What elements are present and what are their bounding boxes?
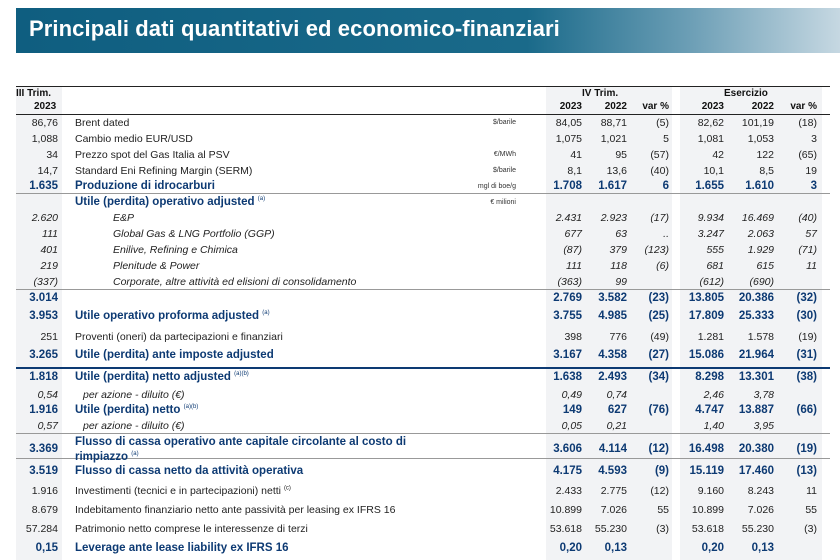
cell-q: 1.635 bbox=[29, 180, 58, 192]
cell-es-2023: (612) bbox=[699, 276, 724, 288]
cell-iv-2022: 88,71 bbox=[600, 117, 627, 129]
cell-es-2023: 0,20 bbox=[701, 542, 724, 554]
cell-iv-2023: 0,20 bbox=[559, 542, 582, 554]
cell-q: 111 bbox=[42, 228, 58, 240]
cell-es-var: 11 bbox=[806, 485, 817, 497]
cell-es-var: 3 bbox=[810, 180, 817, 192]
cell-es-var: (3) bbox=[804, 523, 817, 535]
cell-iv-2023: 149 bbox=[562, 404, 582, 416]
row-label: Standard Eni Refining Margin (SERM) bbox=[75, 165, 253, 177]
cell-es-2023: 1.281 bbox=[697, 331, 724, 343]
cell-es-var: (65) bbox=[798, 149, 817, 161]
cell-iv-2022: 0,21 bbox=[606, 420, 627, 432]
cell-es-2022: 7.026 bbox=[747, 504, 774, 516]
cell-es-2022: 0,13 bbox=[751, 542, 774, 554]
cell-iv-var: (34) bbox=[648, 371, 669, 383]
cell-q: 3.519 bbox=[29, 465, 58, 477]
cell-iv-2023: 53.618 bbox=[549, 523, 582, 535]
cell-iv-var: (17) bbox=[650, 212, 669, 224]
cell-q: 3.369 bbox=[29, 443, 58, 455]
cell-iv-var: (57) bbox=[650, 149, 669, 161]
cell-iv-2023: 1.638 bbox=[553, 371, 582, 383]
cell-es-2023: 42 bbox=[712, 149, 724, 161]
header-iv-var: var % bbox=[642, 101, 669, 112]
cell-iv-2022: 2.775 bbox=[600, 485, 627, 497]
header-es-2022: 2022 bbox=[751, 101, 774, 112]
row-unit: €/MWh bbox=[493, 151, 516, 158]
cell-es-var: 57 bbox=[805, 228, 817, 240]
cell-es-var: 19 bbox=[805, 165, 817, 177]
cell-iv-2022: 1.617 bbox=[598, 180, 627, 192]
cell-es-2022: 122 bbox=[756, 149, 774, 161]
rule-header bbox=[16, 114, 830, 115]
cell-iv-var: (3) bbox=[656, 523, 669, 535]
cell-iv-var: (76) bbox=[648, 404, 669, 416]
cell-es-var: 3 bbox=[811, 133, 817, 145]
row-label: Plenitude & Power bbox=[113, 260, 200, 272]
header-es-2023: 2023 bbox=[701, 101, 724, 112]
cell-iv-2022: 55.230 bbox=[594, 523, 627, 535]
cell-iv-2022: 7.026 bbox=[600, 504, 627, 516]
cell-iv-2023: 3.167 bbox=[553, 349, 582, 361]
cell-es-2022: 615 bbox=[756, 260, 774, 272]
cell-es-2023: 15.119 bbox=[689, 465, 724, 477]
cell-es-2022: 20.386 bbox=[738, 292, 774, 304]
cell-es-2022: 13.887 bbox=[738, 404, 774, 416]
cell-es-2023: 4.747 bbox=[695, 404, 724, 416]
cell-es-2023: 1.655 bbox=[695, 180, 724, 192]
row-label: Prezzo spot del Gas Italia al PSV bbox=[75, 149, 230, 161]
cell-es-2022: 1,053 bbox=[747, 133, 774, 145]
cell-iv-2022: 95 bbox=[615, 149, 627, 161]
row-label: Utile (perdita) netto $^{(a)(b)}$ bbox=[75, 404, 199, 416]
header-group-iv: IV Trim. bbox=[582, 88, 619, 99]
header-iv-2023: 2023 bbox=[559, 101, 582, 112]
cell-es-2023: 3.247 bbox=[697, 228, 724, 240]
cell-iv-2022: 63 bbox=[615, 228, 627, 240]
cell-es-var: (19) bbox=[796, 443, 817, 455]
cell-q: (337) bbox=[33, 276, 58, 288]
cell-es-2023: 82,62 bbox=[697, 117, 724, 129]
cell-q: 1.916 bbox=[31, 485, 58, 497]
row-label: Proventi (oneri) da partecipazioni e finanziari bbox=[75, 331, 283, 343]
row-label: Enilive, Refining e Chimica bbox=[113, 244, 238, 256]
cell-iv-2023: 1,075 bbox=[555, 133, 582, 145]
cell-q: 34 bbox=[46, 149, 58, 161]
cell-iv-var: (23) bbox=[648, 292, 669, 304]
cell-es-2023: 17.809 bbox=[688, 310, 724, 322]
cell-iv-var: (6) bbox=[656, 260, 669, 272]
title-banner bbox=[16, 8, 840, 53]
cell-iv-var: 5 bbox=[663, 133, 669, 145]
cell-iv-2023: 41 bbox=[570, 149, 582, 161]
cell-iv-2022: 118 bbox=[610, 260, 627, 272]
cell-es-var: (18) bbox=[798, 117, 817, 129]
row-label: Utile (perdita) operativo adjusted $^{(a)}$ bbox=[75, 196, 266, 208]
cell-iv-2023: 84,05 bbox=[555, 117, 582, 129]
cell-q: 0,54 bbox=[37, 389, 58, 401]
cell-es-var: (13) bbox=[796, 465, 817, 477]
cell-iv-2023: (87) bbox=[563, 244, 582, 256]
cell-es-var: (66) bbox=[796, 404, 817, 416]
cell-es-2023: 1,081 bbox=[697, 133, 724, 145]
row-unit: $/barile bbox=[493, 119, 516, 126]
cell-iv-2022: 4.114 bbox=[598, 443, 627, 455]
row-label: Brent dated bbox=[75, 117, 130, 129]
cell-iv-2023: 677 bbox=[564, 228, 582, 240]
cell-es-2022: 8.243 bbox=[747, 485, 774, 497]
cell-iv-var: (12) bbox=[650, 485, 669, 497]
cell-iv-2022: 4.593 bbox=[598, 465, 627, 477]
cell-iv-2023: 1.708 bbox=[553, 180, 582, 192]
cell-iv-2022: 379 bbox=[609, 244, 627, 256]
row-label: Utile (perdita) ante imposte adjusted bbox=[75, 349, 274, 361]
cell-es-2023: 1,40 bbox=[703, 420, 724, 432]
cell-iv-var: (5) bbox=[656, 117, 669, 129]
cell-es-2023: 16.498 bbox=[688, 443, 724, 455]
cell-iv-var: (9) bbox=[654, 465, 669, 477]
cell-q: 2.620 bbox=[31, 212, 58, 224]
cell-iv-2022: 13,6 bbox=[606, 165, 627, 177]
row-label: Corporate, altre attività ed elisioni di consolidamento bbox=[113, 276, 357, 288]
row-label: Patrimonio netto comprese le interessenze di terzi bbox=[75, 523, 308, 535]
cell-es-2023: 10.899 bbox=[691, 504, 724, 516]
cell-iv-2022: 2.493 bbox=[598, 371, 627, 383]
cell-iv-2023: 0,49 bbox=[561, 389, 582, 401]
row-unit: $/barile bbox=[493, 167, 516, 174]
cell-es-2022: 21.964 bbox=[738, 349, 774, 361]
cell-iv-2022: 627 bbox=[607, 404, 627, 416]
cell-es-2023: 53.618 bbox=[691, 523, 724, 535]
row-label: Investimenti (tecnici e in partecipazioni) netti $^{(c)}$ bbox=[75, 485, 291, 497]
row-unit: mgl di boe/g bbox=[477, 183, 516, 190]
cell-es-2023: 15.086 bbox=[688, 349, 724, 361]
cell-iv-var: 55 bbox=[657, 504, 669, 516]
cell-iv-2023: 2.433 bbox=[555, 485, 582, 497]
cell-es-2023: 555 bbox=[706, 244, 724, 256]
cell-iv-2022: 0,13 bbox=[604, 542, 627, 554]
cell-es-2022: 55.230 bbox=[741, 523, 774, 535]
rule-after-production bbox=[16, 193, 830, 194]
cell-es-var: (31) bbox=[796, 349, 817, 361]
cell-iv-2022: 2.923 bbox=[600, 212, 627, 224]
cell-iv-var: 6 bbox=[662, 180, 669, 192]
row-unit: € milioni bbox=[490, 199, 516, 206]
cell-iv-2022: 776 bbox=[609, 331, 627, 343]
rule-after-segments bbox=[16, 289, 830, 290]
cell-es-2022: 1.929 bbox=[747, 244, 774, 256]
cell-iv-2023: 398 bbox=[564, 331, 582, 343]
cell-es-2022: 20.380 bbox=[738, 443, 774, 455]
cell-iv-2023: 4.175 bbox=[553, 465, 582, 477]
cell-iv-2023: (363) bbox=[557, 276, 582, 288]
cell-es-var: (30) bbox=[796, 310, 817, 322]
cell-q: 57.284 bbox=[25, 523, 58, 535]
cell-q: 1,088 bbox=[31, 133, 58, 145]
rule-top bbox=[16, 86, 830, 87]
cell-q: 1.916 bbox=[29, 404, 58, 416]
cell-iv-2023: 2.769 bbox=[553, 292, 582, 304]
cell-iv-2023: 2.431 bbox=[555, 212, 582, 224]
cell-iv-2023: 111 bbox=[566, 260, 582, 272]
row-label: Indebitamento finanziario netto ante passività per leasing ex IFRS 16 bbox=[75, 504, 396, 516]
cell-es-2022: 1.578 bbox=[747, 331, 774, 343]
cell-iv-2023: 8,1 bbox=[567, 165, 582, 177]
cell-iv-var: (40) bbox=[650, 165, 669, 177]
header-group-esercizio: Esercizio bbox=[724, 88, 768, 99]
row-label: E&P bbox=[113, 212, 135, 224]
cell-es-2023: 13.805 bbox=[688, 292, 724, 304]
header-q-label-2: 2023 bbox=[34, 101, 57, 112]
header-es-var: var % bbox=[790, 101, 817, 112]
cell-es-2023: 681 bbox=[706, 260, 724, 272]
cell-es-2022: 101,19 bbox=[741, 117, 774, 129]
cell-iv-2022: 99 bbox=[615, 276, 627, 288]
cell-iv-2023: 10.899 bbox=[549, 504, 582, 516]
cell-iv-2022: 0,74 bbox=[606, 389, 627, 401]
cell-iv-var: (25) bbox=[648, 310, 669, 322]
row-label: Produzione di idrocarburi bbox=[75, 180, 215, 192]
cell-iv-var: (49) bbox=[650, 331, 669, 343]
cell-q: 0,15 bbox=[35, 542, 58, 554]
cell-es-2023: 9.934 bbox=[697, 212, 724, 224]
cell-q: 3.953 bbox=[29, 310, 58, 322]
cell-iv-2023: 3.755 bbox=[553, 310, 582, 322]
cell-iv-var: (27) bbox=[648, 349, 669, 361]
cell-es-var: (38) bbox=[796, 371, 817, 383]
row-label: Flusso di cassa netto da attività operativa bbox=[75, 465, 304, 477]
rule-after-net-income bbox=[16, 433, 830, 434]
rule-after-ante-imposte bbox=[16, 367, 830, 369]
cell-iv-var: (123) bbox=[644, 244, 669, 256]
row-label: per azione - diluito (€) bbox=[83, 420, 185, 432]
cell-es-var: (32) bbox=[796, 292, 817, 304]
row-label: Flusso di cassa operativo ante capitale circolante al costo di rimpiazzo $^{(a)}$ bbox=[75, 436, 407, 463]
cell-q: 401 bbox=[40, 244, 58, 256]
cell-q: 0,57 bbox=[37, 420, 58, 432]
cell-iv-2022: 1,021 bbox=[600, 133, 627, 145]
cell-es-2022: (690) bbox=[749, 276, 774, 288]
header-iv-2022: 2022 bbox=[604, 101, 627, 112]
cell-es-2022: 16.469 bbox=[741, 212, 774, 224]
cell-iv-2022: 3.582 bbox=[598, 292, 627, 304]
cell-es-var: (19) bbox=[798, 331, 817, 343]
cell-iv-var: (12) bbox=[648, 443, 669, 455]
cell-iv-2022: 4.358 bbox=[598, 349, 627, 361]
cell-es-2022: 3,78 bbox=[753, 389, 774, 401]
row-label: Utile operativo proforma adjusted $^{(a)}$ bbox=[75, 310, 270, 322]
cell-es-2023: 2,46 bbox=[703, 389, 724, 401]
cell-es-2023: 9.160 bbox=[697, 485, 724, 497]
cell-es-var: 55 bbox=[805, 504, 817, 516]
cell-es-2023: 10,1 bbox=[703, 165, 724, 177]
row-label: per azione - diluito (€) bbox=[83, 389, 185, 401]
row-label: Utile (perdita) netto adjusted $^{(a)(b)}$ bbox=[75, 371, 249, 383]
cell-es-2022: 1.610 bbox=[745, 180, 774, 192]
cell-q: 8.679 bbox=[31, 504, 58, 516]
page-title: Principali dati quantitativi ed economico-finanziari bbox=[29, 16, 560, 41]
cell-q: 3.265 bbox=[29, 349, 58, 361]
cell-es-2022: 2.063 bbox=[747, 228, 774, 240]
cell-iv-2022: 4.985 bbox=[598, 310, 627, 322]
cell-iv-2023: 3.606 bbox=[553, 443, 582, 455]
cell-es-var: 11 bbox=[806, 260, 817, 272]
cell-q: 86,76 bbox=[31, 117, 58, 129]
cell-es-var: (40) bbox=[798, 212, 817, 224]
header-q-label-1: III Trim. bbox=[16, 88, 52, 99]
cell-iv-var: .. bbox=[663, 228, 669, 240]
cell-q: 251 bbox=[40, 331, 58, 343]
row-label: Global Gas & LNG Portfolio (GGP) bbox=[113, 228, 275, 240]
cell-es-2022: 13.301 bbox=[738, 371, 774, 383]
cell-q: 3.014 bbox=[29, 292, 58, 304]
row-label: Leverage ante lease liability ex IFRS 16 bbox=[75, 542, 289, 554]
cell-es-var: (71) bbox=[798, 244, 817, 256]
cell-es-2022: 3,95 bbox=[753, 420, 774, 432]
cell-q: 219 bbox=[40, 260, 58, 272]
row-label: Cambio medio EUR/USD bbox=[75, 133, 193, 145]
cell-q: 14,7 bbox=[37, 165, 58, 177]
cell-es-2022: 25.333 bbox=[738, 310, 774, 322]
cell-es-2022: 8,5 bbox=[759, 165, 774, 177]
cell-es-2023: 8.298 bbox=[695, 371, 724, 383]
cell-es-2022: 17.460 bbox=[738, 465, 774, 477]
cell-iv-2023: 0,05 bbox=[561, 420, 582, 432]
cell-q: 1.818 bbox=[29, 371, 58, 383]
